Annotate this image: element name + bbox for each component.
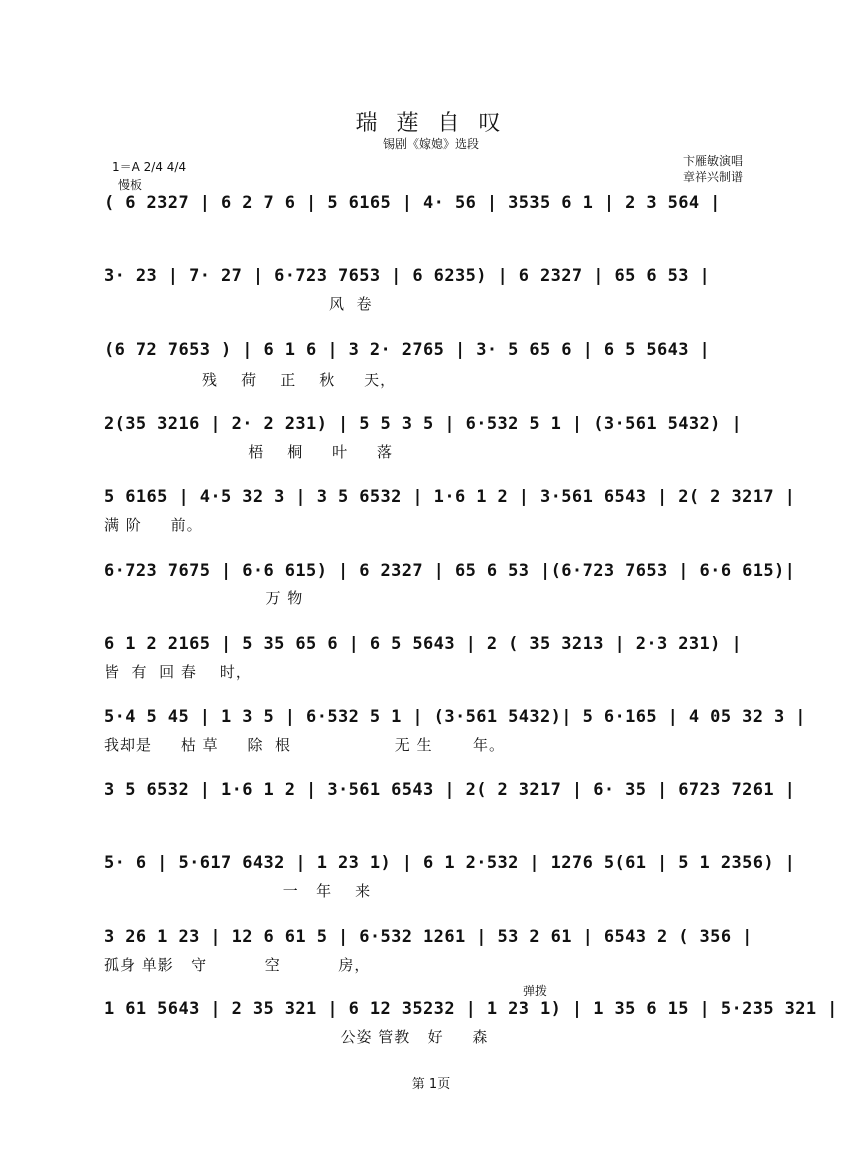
song-subtitle: 锡剧《嫁媳》选段: [382, 137, 479, 151]
notation-line: 6 1 2 2165 | 5 35 65 6 | 6 5 5643 | 2 ( 35 3213 | 2·3 231) |: [104, 634, 743, 654]
notation-line: 3· 23 | 7· 27 | 6·723 7653 | 6 6235) | 6 2327 | 65 6 53 |: [104, 266, 711, 286]
lyric-line: 孤身 单影 守 空 房，: [104, 956, 371, 974]
lyric-line: 满 阶 前。: [104, 516, 203, 534]
notation-line: 5· 6 | 5·617 6432 | 1 23 1) | 6 1 2·532 | 1276 5(61 | 5 1 2356) |: [104, 853, 796, 873]
notation-line: ( 6 2327 | 6 2 7 6 | 5 6165 | 4· 56 | 3535 6 1 | 2 3 564 |: [104, 193, 721, 213]
instrument-annotation: 弹拨: [523, 984, 548, 998]
transcriber-credit: 章祥兴制谱: [683, 170, 744, 184]
page-number: 第 1页: [411, 1077, 451, 1092]
lyric-line: 公姿 管教 好 森: [104, 1028, 489, 1046]
lyric-line: 我却是 枯 草 除 根 无 生 年。: [104, 736, 505, 754]
lyric-line: 残 荷 正 秋 天，: [104, 371, 397, 389]
lyric-line: 风 卷: [104, 295, 373, 313]
notation-line: 6·723 7675 | 6·6 615) | 6 2327 | 65 6 53 |(6·723 7653 | 6·6 615)|: [104, 561, 796, 581]
lyric-line: 一 年 来: [104, 882, 372, 900]
lyric-line: 万 物: [104, 589, 304, 607]
tempo-marking: 慢板: [118, 178, 143, 192]
notation-line: 5 6165 | 4·5 32 3 | 3 5 6532 | 1·6 1 2 | 3·561 6543 | 2( 2 3217 |: [104, 487, 796, 507]
lyric-line: 梧 桐 叶 落: [104, 443, 393, 461]
notation-line: 1 61 5643 | 2 35 321 | 6 12 35232 | 1 23 1) | 1 35 6 15 | 5·235 321 |: [104, 999, 838, 1019]
key-signature: 1＝A 2/4 4/4: [112, 160, 187, 174]
performer-credit: 卞雁敏演唱: [683, 154, 744, 168]
notation-line: 2(35 3216 | 2· 2 231) | 5 5 3 5 | 6·532 5 1 | (3·561 5432) |: [104, 414, 743, 434]
song-title: 瑞 莲 自 叹: [355, 111, 507, 136]
notation-line: 3 5 6532 | 1·6 1 2 | 3·561 6543 | 2( 2 3217 | 6· 35 | 6723 7261 |: [104, 780, 796, 800]
notation-line: 5·4 5 45 | 1 3 5 | 6·532 5 1 | (3·561 5432)| 5 6·165 | 4 05 32 3 |: [104, 707, 806, 727]
notation-line: (6 72 7653 ) | 6 1 6 | 3 2· 2765 | 3· 5 65 6 | 6 5 5643 |: [104, 340, 711, 360]
lyric-line: 皆 有 回 春 时，: [104, 663, 252, 681]
notation-line: 3 26 1 23 | 12 6 61 5 | 6·532 1261 | 53 2 61 | 6543 2 ( 356 |: [104, 927, 753, 947]
